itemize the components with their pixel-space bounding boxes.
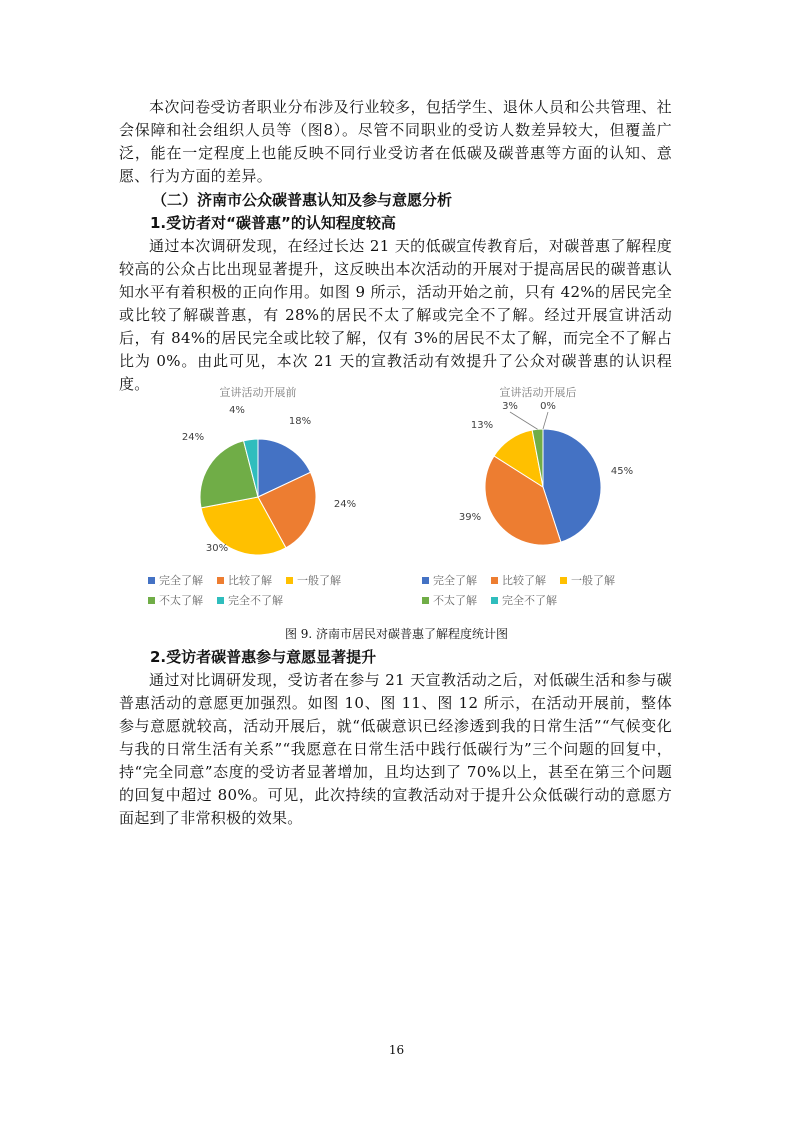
pie-label-1: 39%: [458, 512, 482, 523]
legend-label: 不太了解: [159, 594, 203, 607]
legend-after: [422, 572, 615, 612]
legend-item-4: [217, 592, 283, 608]
legend-swatch: [286, 577, 293, 584]
legend-swatch: [217, 577, 224, 584]
pie-label-2: 30%: [205, 543, 229, 554]
legend-item-1: [491, 572, 546, 588]
legend-item-4: [491, 592, 557, 608]
pie-label-2: 13%: [470, 420, 494, 431]
leader-line: [510, 412, 538, 429]
legend-label: 完全不了解: [502, 594, 557, 607]
legend-swatch: [217, 597, 224, 604]
pie-label-3: 24%: [181, 432, 205, 443]
legend-swatch: [422, 577, 429, 584]
pie-label-1: 24%: [333, 499, 357, 510]
pie-label-4: 0%: [540, 401, 556, 412]
pie-label-0: 18%: [288, 416, 312, 427]
legend-item-3: [148, 592, 203, 608]
legend-label: 一般了解: [571, 574, 615, 587]
legend-label: 比较了解: [228, 574, 272, 587]
figure-caption: 图 9. 济南市居民对碳普惠了解程度统计图: [284, 627, 509, 641]
subsection-1-paragraph: 通过本次调研发现，在经过长达 21 天的低碳宣传教育后，对碳普惠了解程度较高的公众占比出现显著提升，这反映出本次活动的开展对于提高居民的碳普惠认知水平有着积极的正向作用。如图 9 所示，活动开始之前，只有 42%的居民完全或比较了解碳普惠，有 28%的居民不太了解或完全不了解。经过开展宣讲活动后，有 84%的居民完全或比较了解，仅有 3%的居民不太了解，而完全不了解占比为 0%。由此可见，本次 21 天的宣教活动有效提升了公众对碳普惠的认识程度。: [119, 237, 672, 393]
legend-item-2: [560, 572, 615, 588]
legend-swatch: [148, 597, 155, 604]
pie-chart-after: [425, 380, 650, 570]
intro-paragraph: 本次问卷受访者职业分布涉及行业较多，包括学生、退休人员和公共管理、社会保障和社会组织人员等（图8）。尽管不同职业的受访人数差异较大，但覆盖广泛，能在一定程度上也能反映不同行业受访者在低碳及碳普惠等方面的认知、意愿、行为方面的差异。: [119, 98, 672, 185]
legend-label: 完全了解: [433, 574, 477, 587]
legend-item-0: [422, 572, 477, 588]
legend-item-2: [286, 572, 341, 588]
subsection-2-paragraph: 通过对比调研发现，受访者在参与 21 天宣教活动之后，对低碳生活和参与碳普惠活动的意愿更加强烈。如图 10、图 11、图 12 所示，在活动开展前，整体参与意愿就较高，活动开展后，就“低碳意识已经渗透到我的日常生活”“气候变化与我的日常生活有关系”“我愿意在日常生活中践行低碳行为”三个问题的回复中，持“完全同意”态度的受访者显著增加，且均达到了 70%以上，甚至在第三个问题的回复中超过 80%。可见，此次持续的宣教活动对于提升公众低碳行动的意愿方面起到了非常积极的效果。: [119, 671, 672, 827]
legend-swatch: [422, 597, 429, 604]
leader-line: [543, 412, 548, 429]
legend-label: 完全了解: [159, 574, 203, 587]
legend-before: [148, 572, 341, 612]
pie-label-4: 4%: [229, 405, 245, 416]
pie-before-title: 宣讲活动开展前: [219, 386, 297, 399]
pie-label-3: 3%: [502, 401, 518, 412]
legend-label: 比较了解: [502, 574, 546, 587]
section-heading: （二）济南市公众碳普惠认知及参与意愿分析: [152, 191, 453, 209]
pie-label-0: 45%: [610, 466, 634, 477]
subsection-2-heading: 2.受访者碳普惠参与意愿显著提升: [150, 648, 377, 666]
legend-label: 完全不了解: [228, 594, 283, 607]
legend-label: 不太了解: [433, 594, 477, 607]
pie-chart-before: [155, 380, 380, 570]
legend-swatch: [560, 577, 567, 584]
page-number: 16: [388, 1043, 405, 1057]
legend-label: 一般了解: [297, 574, 341, 587]
legend-item-3: [422, 592, 477, 608]
subsection-1-heading: 1.受访者对“碳普惠”的认知程度较高: [150, 214, 396, 232]
legend-swatch: [491, 577, 498, 584]
legend-item-1: [217, 572, 272, 588]
pie-after-title: 宣讲活动开展后: [499, 386, 577, 399]
legend-swatch: [148, 577, 155, 584]
legend-item-0: [148, 572, 203, 588]
legend-swatch: [491, 597, 498, 604]
